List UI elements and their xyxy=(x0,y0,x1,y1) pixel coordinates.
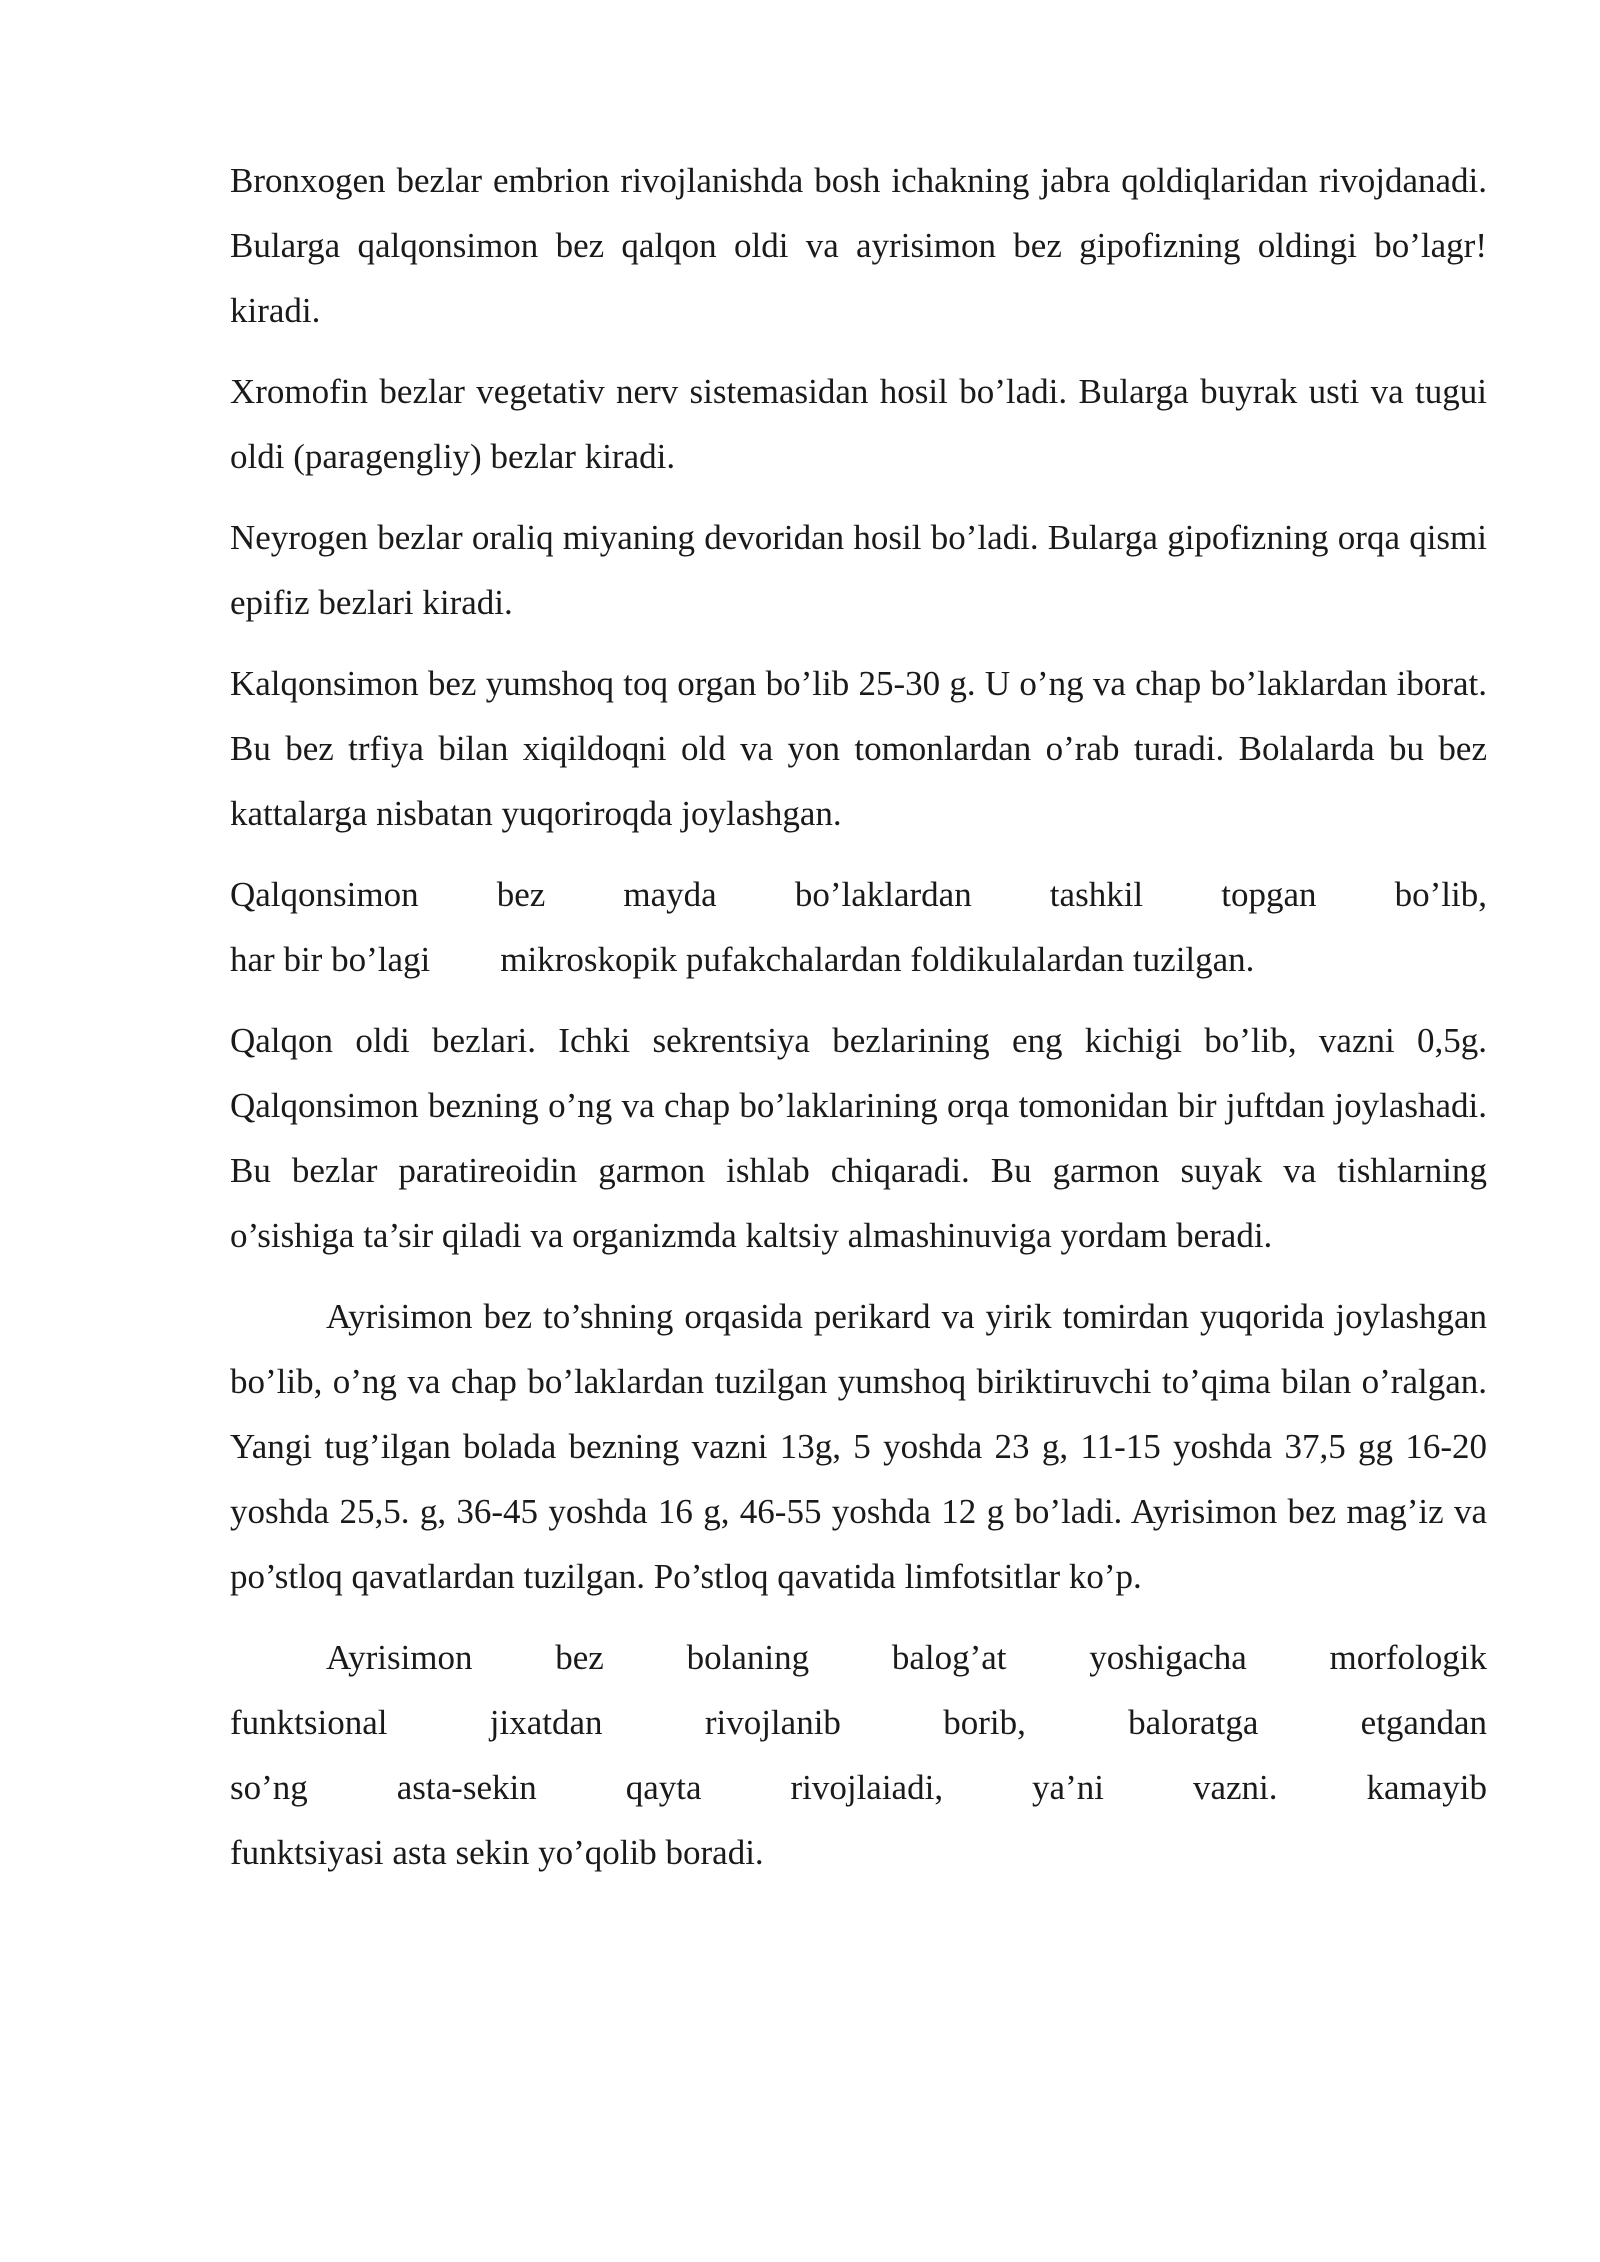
paragraph-bronxogen: Bronxogen bezlar embrion rivojlanishda bosh ichakning jabra qoldiqlaridan rivojdanadi. Bulаrgа qalqonsimon bez qalqon oldi va ayrisimon bez gipofizning oldingi bo’lagr! kiradi. xyxy=(230,161,1487,330)
paragraph-qalqon-oldi: Qalqon oldi bezlari. Ichki sekrentsiya bezlarining eng kichigi bo’lib, vazni 0,5g. Qalqonsimon bezning o’ng va chap bo’laklarining orqa tomonidan bir juftdan joylashadi. Bu bezlar paratireoidin garmon ishlab chiqaradi. Bu garmon suyak va tishlarning o’sishiga ta’sir qiladi va organizmda kaltsiy almashinuviga yordam beradi. xyxy=(230,1021,1487,1255)
paragraph-line: mikroskopik pufakchalardan foldikulalardan tuzilgan. xyxy=(500,940,1255,979)
paragraph-ayrisimon-development xyxy=(230,1625,1487,1885)
paragraph-kalqonsimon: Kalqonsimon bez yumshoq toq organ bo’lib 25-30 g. U o’ng va chap bo’laklardan iborat. Bu bez trfiya bilan xiqildoqni old va yon tomonlardan o’rab turadi. Bolalarda bu bez kattalarga nisbatan yuqoriroqda joylashgan. xyxy=(230,664,1487,833)
paragraph-line: so’ng asta-sekin qayta rivojlaiadi, ya’ni vazni. kamayib xyxy=(230,1768,1487,1807)
paragraph-ayrisimon: Ayrisimon bez to’shning orqasida perikard va yirik tomirdan yuqorida joylashgan bo’lib, o’ng va chap bo’laklardan tuzilgan yumshoq biriktiruvchi to’qima bilan o’ralgan. Yangi tug’ilgan bolada bezning vazni 13g, 5 yoshda 23 g, 11-15 yoshda 37,5 gg 16-20 yoshda 25,5. g, 36-45 yoshda 16 g, 46-55 yoshda 12 g bo’ladi. Ayrisimon bez mag’iz va po’stloq qavatlardan tuzilgan. Po’stloq qavatida limfotsitlar ko’p. xyxy=(230,1297,1487,1596)
paragraph-line: funktsiyasi asta sekin yo’qolib boradi. xyxy=(230,1833,764,1872)
paragraph-qalqonsimon-structure xyxy=(230,862,1487,992)
document-body xyxy=(230,148,1487,1901)
paragraph-neyrogen: Neyrogen bezlar oraliq miyaning devoridan hosil bo’ladi. Bularga gipofizning orqa qismi epifiz bezlari kiradi. xyxy=(230,518,1487,622)
paragraph-line: har bir bo’lagi xyxy=(230,940,431,979)
paragraph-line: Qalqonsimon bez mayda bo’laklardan tashkil topgan bo’lib, xyxy=(230,875,1487,914)
paragraph-xromofin: Xromofin bezlar vegetativ nerv sistemasidan hosil bo’ladi. Bularga buyrak usti va tugui oldi (paragengliy) bezlar kiradi. xyxy=(230,372,1487,476)
paragraph-line: Ayrisimon bez bolaning balog’at yoshigacha morfologik xyxy=(326,1638,1487,1677)
paragraph-line: funktsional jixatdan rivojlanib borib, baloratga etgandan xyxy=(230,1703,1487,1742)
